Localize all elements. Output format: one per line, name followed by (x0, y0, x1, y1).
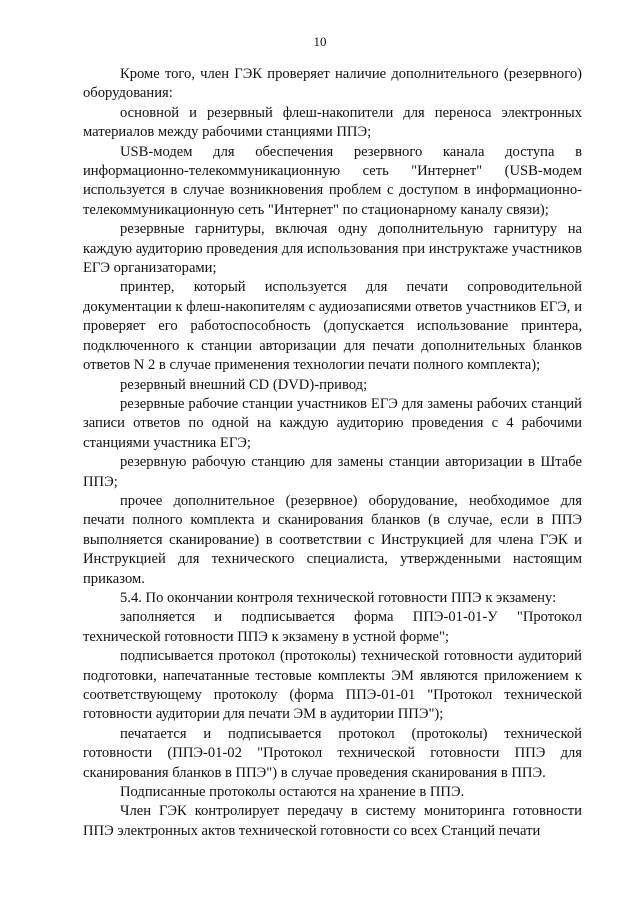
paragraph-monitoring: Член ГЭК контролирует передачу в систему мониторинга готовности ППЭ электронных актов технической готовности со всех Станций печати (83, 803, 582, 839)
paragraph-printer: принтер, который используется для печати сопроводительной документации к флеш-накопителям с аудиозаписями ответов участников ЕГЭ, и проверяет его работоспособность (допускается использование принтера, подключенного к станции авторизации для печати дополнительных бланков ответов N 2 в случае применения технологии печати полного комплекта); (83, 279, 582, 374)
paragraph-section-5-4: 5.4. По окончании контроля технической готовности ППЭ к экзамену: (120, 589, 557, 606)
paragraph-usb-modem: USB-модем для обеспечения резервного канала доступа в информационно-телекоммуникационную сеть "Интернет" (USB-модем используется в случае возникновения проблем с доступом в информационно-телекоммуникационную сеть "Интернет" по стационарному каналу связи); (83, 143, 582, 218)
paragraph-reserve-stations: резервные рабочие станции участников ЕГЭ для замены рабочих станций записи ответов по одной на каждую аудиторию проведения с 4 рабочими станциями участника ЕГЭ; (83, 395, 582, 451)
paragraph-intro: Кроме того, член ГЭК проверяет наличие дополнительного (резервного) оборудования: (83, 66, 582, 102)
paragraph-room-protocols: подписывается протокол (протоколы) технической готовности аудиторий подготовки, напечатанные тестовые комплекты ЭМ являются приложением к соответствующему протоколу (форма ППЭ-01-01 "Протокол технической готовности аудитории для печати ЭМ в аудитории ППЭ"); (83, 648, 582, 723)
paragraph-reserve-auth-station: резервную рабочую станцию для замены станции авторизации в Штабе ППЭ; (83, 454, 582, 490)
page-number: 10 (313, 34, 327, 49)
paragraph-cd-drive: резервный внешний CD (DVD)-привод; (120, 376, 368, 393)
paragraph-flash-drives: основной и резервный флеш-накопители для переноса электронных материалов между рабочими станциями ППЭ; (83, 104, 582, 141)
paragraph-protocol-storage: Подписанные протоколы остаются на хранение в ППЭ. (120, 784, 465, 801)
paragraph-headsets: резервные гарнитуры, включая одну дополнительную гарнитуру на каждую аудиторию проведения для использования при инструктаже участников ЕГЭ организаторами; (83, 221, 582, 277)
paragraph-scanning-protocol: печатается и подписывается протокол (протоколы) технической готовности (ППЭ-01-02 "Протокол технической готовности ППЭ для сканирования бланков в ППЭ") в случае проведения сканирования в ППЭ. (83, 725, 582, 781)
document-body (83, 65, 582, 841)
paragraph-form-01-01-u: заполняется и подписывается форма ППЭ-01-01-У "Протокол технической готовности ППЭ к экзамену в устной форме"; (83, 609, 582, 645)
paragraph-other-equipment: прочее дополнительное (резервное) оборудование, необходимое для печати полного комплекта и сканирования бланков (в случае, если в ППЭ выполняется сканирование) в соответствии с Инструкцией для члена ГЭК и Инструкцией для технического специалиста, утвержденными настоящим приказом. (83, 492, 582, 587)
